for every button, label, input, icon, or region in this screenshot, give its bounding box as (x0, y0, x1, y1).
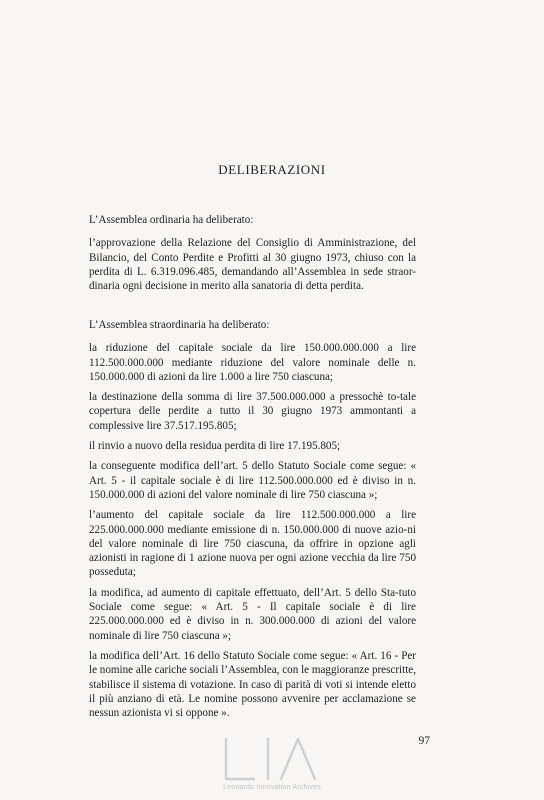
extraordinary-intro: L’Assemblea straordinaria ha deliberato: (89, 319, 270, 331)
extraordinary-assembly-section (89, 318, 416, 720)
ordinary-intro: L’Assemblea ordinaria ha deliberato: (89, 214, 254, 226)
extraordinary-resolution-1: la riduzione del capitale sociale da lire 150.000.000.000 a lire 112.500.000.000 mediante riduzione del valore nominale delle n. 150.000.000 di azioni da lire 1.000 a lire 750 ciascuna; (89, 342, 416, 383)
extraordinary-resolution-2: la destinazione della somma di lire 37.500.000.000 a pressochè to-tale copertura delle perdite a tutto il 30 giugno 1973 ammontanti a complessive lire 37.517.195.805; (89, 391, 416, 432)
watermark-caption: Leonardo Innovation Archives (223, 784, 321, 791)
extraordinary-resolution-3: il rinvio a nuovo della residua perdita di lire 17.195.805; (89, 440, 341, 453)
extraordinary-resolution-4: la conseguente modifica dell’art. 5 dello Statuto Sociale come segue: « Art. 5 - il capitale sociale è di lire 112.500.000.000 ed è diviso in n. 150.000.000 di azioni del valore nominale di lire 750 ciascuna »; (89, 460, 416, 501)
page-title: DELIBERAZIONI (218, 162, 326, 177)
extraordinary-resolution-6: la modifica, ad aumento di capitale effettuato, dell’Art. 5 dello Sta-tuto Sociale come segue: « Art. 5 - Il capitale sociale è di lire 225.000.000.000 ed è diviso in n. 300.000.000 di azioni del valore nominale di lire 750 ciascuna »; (89, 586, 416, 642)
extraordinary-resolution-7: la modifica dell’Art. 16 dello Statuto Sociale come segue: « Art. 16 - Per le nomine alle cariche sociali l’Assemblea, con le maggioranze prescritte, stabilisce il sistema di votazione. In caso di parità di voti si intende eletto il più anziano di età. Le nomine possono avvenire per acclamazione se nessun azionista vi si oppone ». (89, 649, 416, 720)
extraordinary-resolution-5: l’aumento del capitale sociale da lire 112.500.000.000 a lire 225.000.000.000 mediante emissione di n. 150.000.000 di nuove azio-ni del valore nominale di lire 750 ciascuna, da offrire in opzione agli azionisti in ragione di 1 azione nuova per ogni azione vecchia da lire 750 posseduta; (89, 509, 416, 579)
ordinary-resolution-1: l’approvazione della Relazione del Consiglio di Amministrazione, del Bilancio, del Conto Perdite e Profitti al 30 giugno 1973, chiuso con la perdita di L. 6.319.096.485, demandando all’Assemblea in sede straor-dinaria ogni decisione in merito alla sanatoria di detta perdita. (89, 237, 416, 293)
page-number: 97 (418, 735, 430, 747)
ordinary-assembly-section (89, 213, 416, 293)
